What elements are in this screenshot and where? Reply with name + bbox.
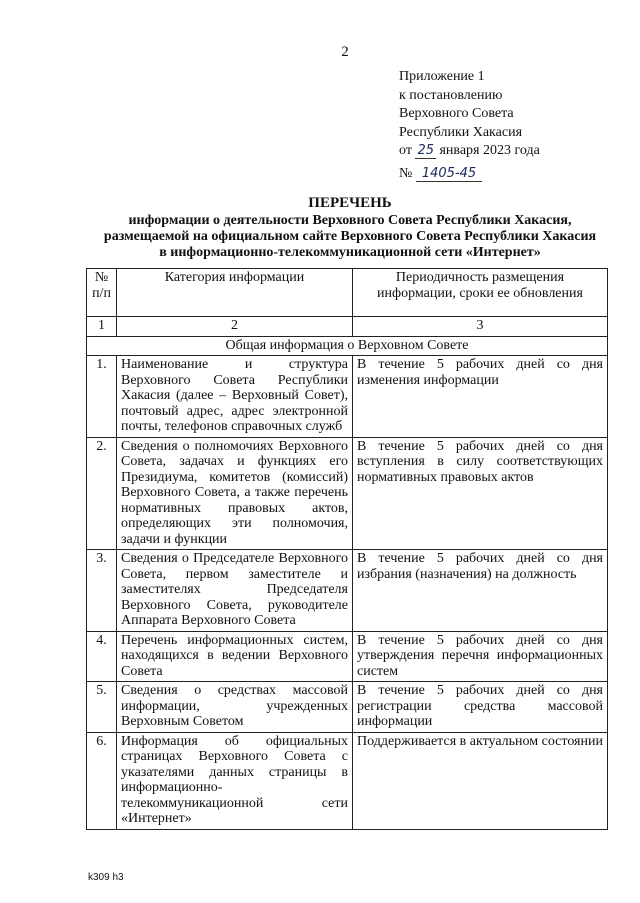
column-number: 3 — [353, 317, 608, 337]
row-num: 5. — [87, 682, 117, 733]
row-num: 2. — [87, 437, 117, 550]
column-number-row — [87, 317, 608, 337]
header-category: Категория информации — [117, 269, 353, 317]
row-num: 4. — [87, 631, 117, 682]
title-line: в информационно-телекоммуникационной сети «Интернет» — [159, 245, 541, 260]
appendix-number — [399, 165, 540, 184]
appendix-date — [399, 142, 540, 161]
header-period: Периодичность размещения информации, сроки ее обновления — [353, 269, 608, 317]
row-period: В течение 5 рабочих дней со дня регистрации средства массовой информации — [353, 682, 608, 733]
row-category: Сведения о средствах массовой информации, учрежденных Верховным Советом — [117, 682, 353, 733]
header-num: № п/п — [87, 269, 117, 317]
document-title — [60, 195, 640, 261]
column-number: 1 — [87, 317, 117, 337]
appendix-block — [399, 68, 540, 183]
date-day-handwritten: 25 — [417, 143, 434, 158]
row-category: Сведения о полномочиях Верховного Совета, задачах и функциях его Президиума, комитетов (комиссий) Верховного Совета, а также перечень нормативных правовых актов, определяющих эти полномочия, задачи и функции — [117, 437, 353, 550]
number-prefix: № — [399, 165, 413, 181]
row-category: Наименование и структура Верховного Совета Республики Хакасия (далее – Верховный Совет), почтовый адрес, адрес электронной почты, телефонов справочных служб — [117, 356, 353, 438]
row-period: В течение 5 рабочих дней со дня изменения информации — [353, 356, 608, 438]
number-value-handwritten: 1405-45 — [416, 166, 482, 182]
section-row — [87, 336, 608, 356]
footer-code: k309 h3 — [88, 872, 124, 883]
row-period: В течение 5 рабочих дней со дня избрания (назначения) на должность — [353, 550, 608, 632]
table-row — [87, 550, 608, 632]
page-number: 2 — [341, 44, 349, 60]
table-header-row — [87, 269, 608, 317]
info-table — [86, 268, 608, 830]
appendix-line: к постановлению — [399, 87, 503, 103]
appendix-line: Верховного Совета — [399, 106, 514, 121]
row-num: 1. — [87, 356, 117, 438]
row-period: В течение 5 рабочих дней со дня вступления в силу соответствующих нормативных правовых актов — [353, 437, 608, 550]
row-num: 6. — [87, 732, 117, 829]
row-category: Перечень информационных систем, находящихся в ведении Верховного Совета — [117, 631, 353, 682]
title-line: информации о деятельности Верховного Совета Республики Хакасия, — [128, 213, 572, 228]
table-row — [87, 631, 608, 682]
row-num: 3. — [87, 550, 117, 632]
title-line: размещаемой на официальном сайте Верховного Совета Республики Хакасия — [103, 229, 597, 244]
title-heading: ПЕРЕЧЕНЬ — [308, 195, 392, 211]
column-number: 2 — [117, 317, 353, 337]
date-prefix: от — [399, 143, 412, 158]
row-period: Поддерживается в актуальном состоянии — [353, 732, 608, 829]
table-row — [87, 732, 608, 829]
section-title: Общая информация о Верховном Совете — [87, 336, 608, 356]
table-row — [87, 356, 608, 438]
table-row — [87, 437, 608, 550]
row-period: В течение 5 рабочих дней со дня утверждения перечня информационных систем — [353, 631, 608, 682]
row-category: Сведения о Председателе Верховного Совета, первом заместителе и заместителях Председателя Верховного Совета, руководителе Аппарата Верховного Совета — [117, 550, 353, 632]
row-category: Информация об официальных страницах Верховного Совета с указателями данных страницы в информационно-телекоммуникационной сети «Интернет» — [117, 732, 353, 829]
table-row — [87, 682, 608, 733]
appendix-line: Республики Хакасия — [399, 124, 523, 140]
date-rest: января 2023 года — [439, 143, 540, 158]
appendix-line: Приложение 1 — [399, 69, 485, 84]
